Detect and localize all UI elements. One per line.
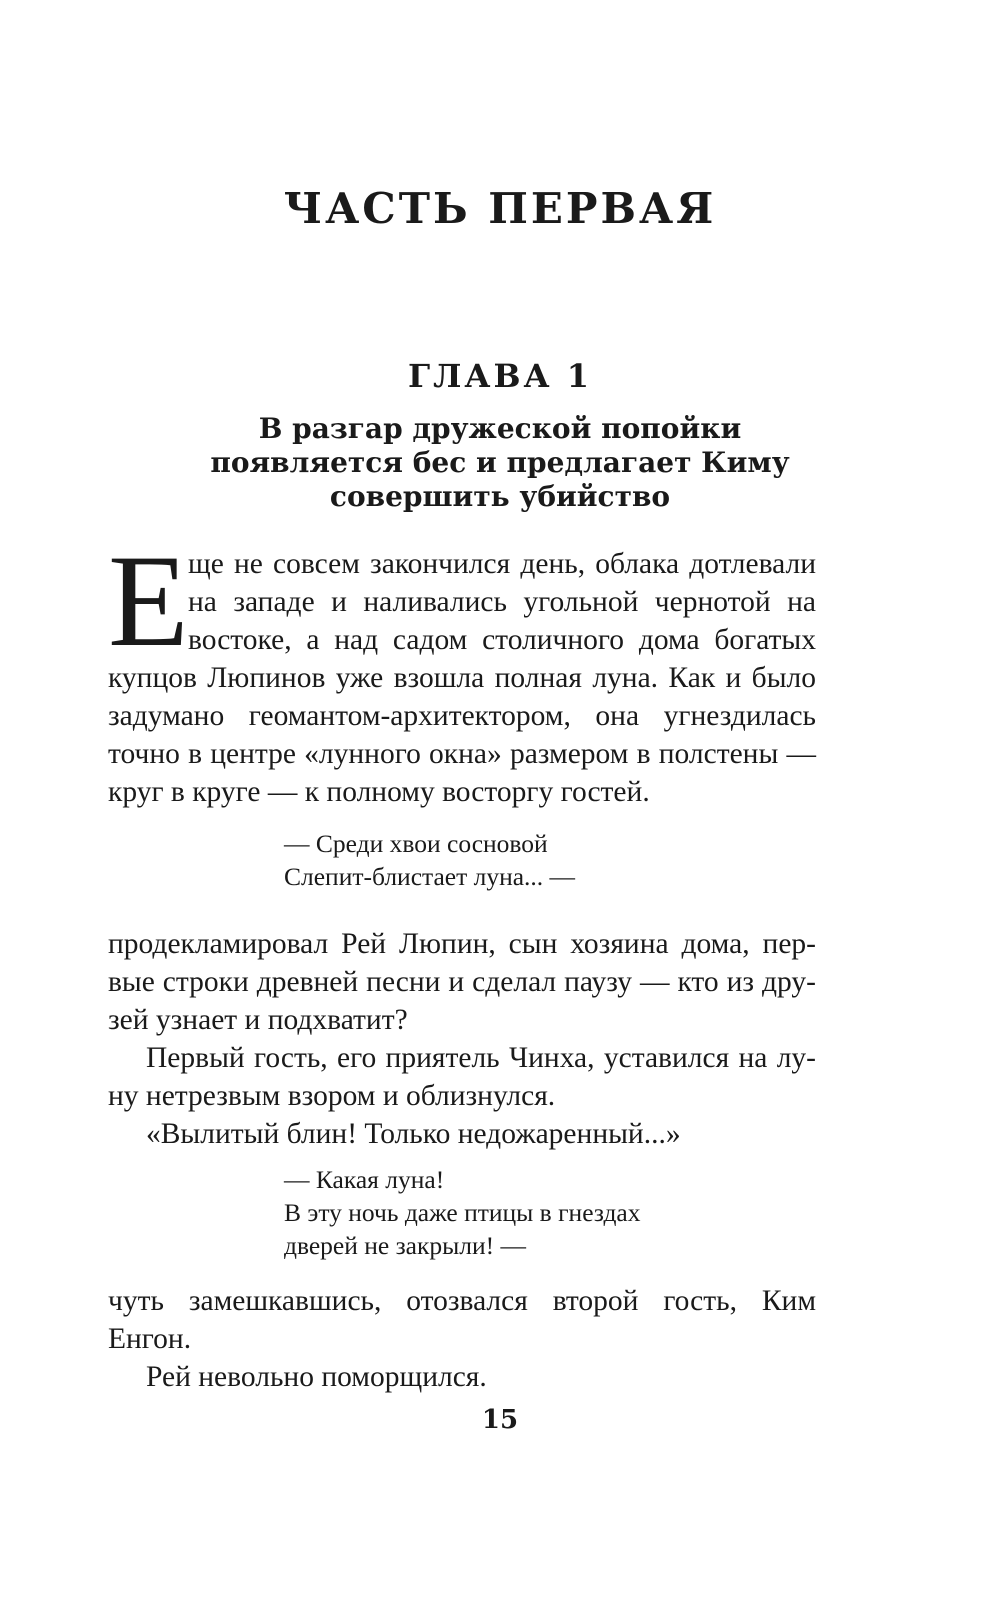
text-line: зей узнает и подхватит? [108,1004,408,1036]
text-line: на западе и наливались угольной чернотой на [188,586,816,618]
chapter-subtitle [180,412,820,514]
chapter-subtitle-line: появляется бес и предлагает Киму [210,446,790,479]
drop-cap: Е [108,527,189,674]
paragraph-3 [108,1282,816,1396]
part-title: ЧАСТЬ ПЕРВАЯ [283,184,717,233]
text-line: Енгон. [108,1323,192,1355]
poem-stanza-2 [284,1163,641,1262]
text-line: купцов Люпинов уже взошла полная луна. Как и было [108,662,816,694]
poem-line: дверей не закрыли! — [284,1231,527,1260]
chapter-subtitle-line: совершить убийство [329,480,671,513]
page-number: 15 [481,1405,519,1435]
poem-line: — Среди хвои сосновой [284,829,548,858]
text-line: точно в центре «лунного окна» размером в полстены — [108,738,816,770]
chapter-subtitle-line: В разгар дружеской попойки [258,412,742,445]
chapter-number: ГЛАВА 1 [408,357,592,395]
poem-line: В эту ночь даже птицы в гнездах [284,1198,641,1227]
poem-stanza-1 [284,827,575,893]
text-line: ну нетрезвым взором и облизнулся. [108,1080,556,1112]
text-line: круг в круге — к полному восторгу гостей. [108,776,650,808]
paragraph-2 [108,925,816,1153]
text-line: ще не совсем закончился день, облака дотлевали [188,548,816,580]
text-line: продекламировал Рей Люпин, сын хозяина дома, пер- [108,928,816,960]
text-line: востоке, а над садом столичного дома богатых [188,624,816,656]
text-line: вые строки древней песни и сделал паузу — кто из дру- [108,966,816,998]
poem-line: — Какая луна! [284,1165,445,1194]
text-line: Рей невольно поморщился. [146,1361,487,1393]
text-line: чуть замешкавшись, отозвался второй гость, Ким [108,1285,816,1317]
text-line: Первый гость, его приятель Чинха, уставился на лу- [146,1042,816,1074]
text-line: задумано геомантом-архитектором, она угнездилась [108,700,816,732]
paragraph-1 [108,527,816,811]
text-line: «Вылитый блин! Только недожаренный...» [146,1118,681,1150]
poem-line: Слепит-блистает луна... — [284,862,576,891]
